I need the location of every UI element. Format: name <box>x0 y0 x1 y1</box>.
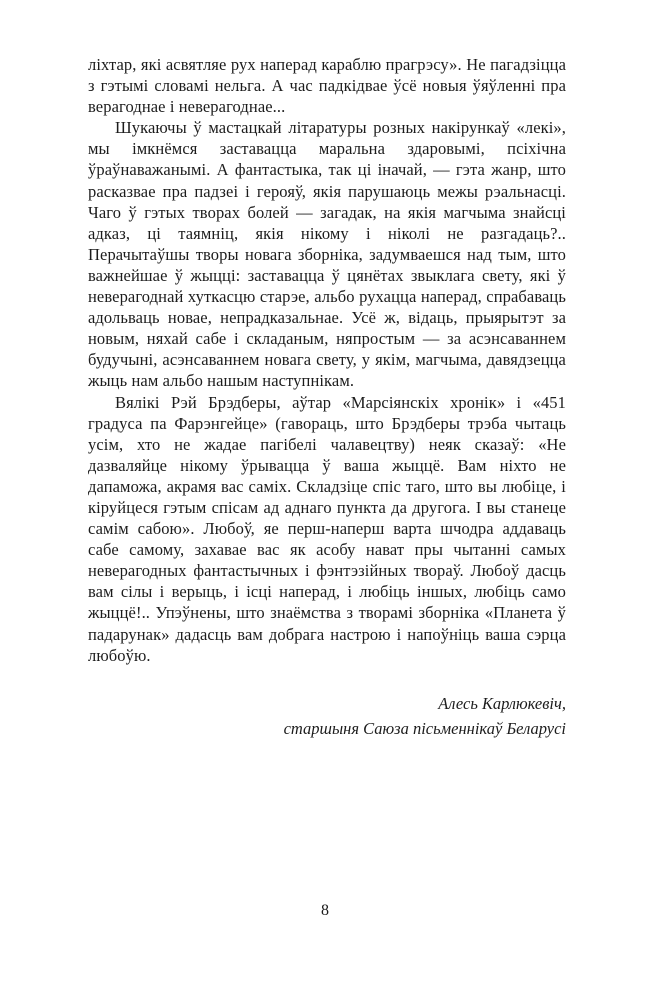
signature-name: Алесь Карлюкевіч, <box>438 693 566 713</box>
paragraph: Вялікі Рэй Брэдберы, аўтар «Марсіянскіх хронік» і «451 градуса па Фарэнгейце» (гавораць, што Брэдберы трэба чытаць усім, хто не жадае пагібелі чалавецтву) неяк сказаў: «Не дазваляйце нікому ўрывацца ў ваша жыццё. Вам ніхто не дапаможа, акрамя вас саміх. Складзіце спіс таго, што вы любіце, і кіруйцеся гэтым спісам ад аднаго пункта да другога. І вы станеце самім сабою». Любоў, яе перш-наперш варта шчодра аддаваць сабе самому, захавае вас як асобу нават пры чытанні самых неверагодных фантастычных і фэнтэзійных твораў. Любоў дасць вам сілы і верыць, і ісці наперад, і любіць іншых, любіць само жыццё!.. Упэўнены, што знаёмства з творамі зборніка «Планета ў падарунак» дадасць вам добрага настрою і напоўніць ваша сэрца любоўю. <box>88 392 566 665</box>
paragraph-continuation: ліхтар, які асвятляе рух наперад караблю прагрэсу». Не пагадзіцца з гэтымі словамі нельга. А час падкідвае ўсё новыя ўяўленні пра верагоднае і неверагоднае... <box>88 55 566 117</box>
body-text <box>88 54 566 741</box>
paragraph: Шукаючы ў мастацкай літаратуры розных накірункаў «лекі», мы імкнёмся заставацца маральна здаровымі, псіхічна ўраўнаважанымі. А фантастыка, так ці іначай, — гэта жанр, што расказвае пра падзеі і герояў, якія парушаюць межы рэальнасці. Чаго ў гэтых творах болей — загадак, на якія магчыма знайсці адказ, ці таямніц, якія нікому і ніколі не разгадаць?.. Перачытаўшы творы новага зборніка, задумваешся над тым, што важнейшае ў жыцці: заставацца ў цянётах звыклага свету, які ў неверагоднай хуткасцю старэе, альбо рухацца наперад, спрабаваць адольваць новае, непрадказальнае. Усё ж, відаць, прыярытэт за новым, няхай сабе і складаным, няпростым — за асэнсаваннем будучыні, асэнсаваннем новага свету, у якім, магчыма, давядзецца жыць нам альбо нашым наступнікам. <box>88 118 566 391</box>
page-number: 8 <box>321 902 329 919</box>
author-signature <box>88 691 566 741</box>
signature-title: старшыня Саюза пісьменнікаў Беларусі <box>283 718 566 738</box>
